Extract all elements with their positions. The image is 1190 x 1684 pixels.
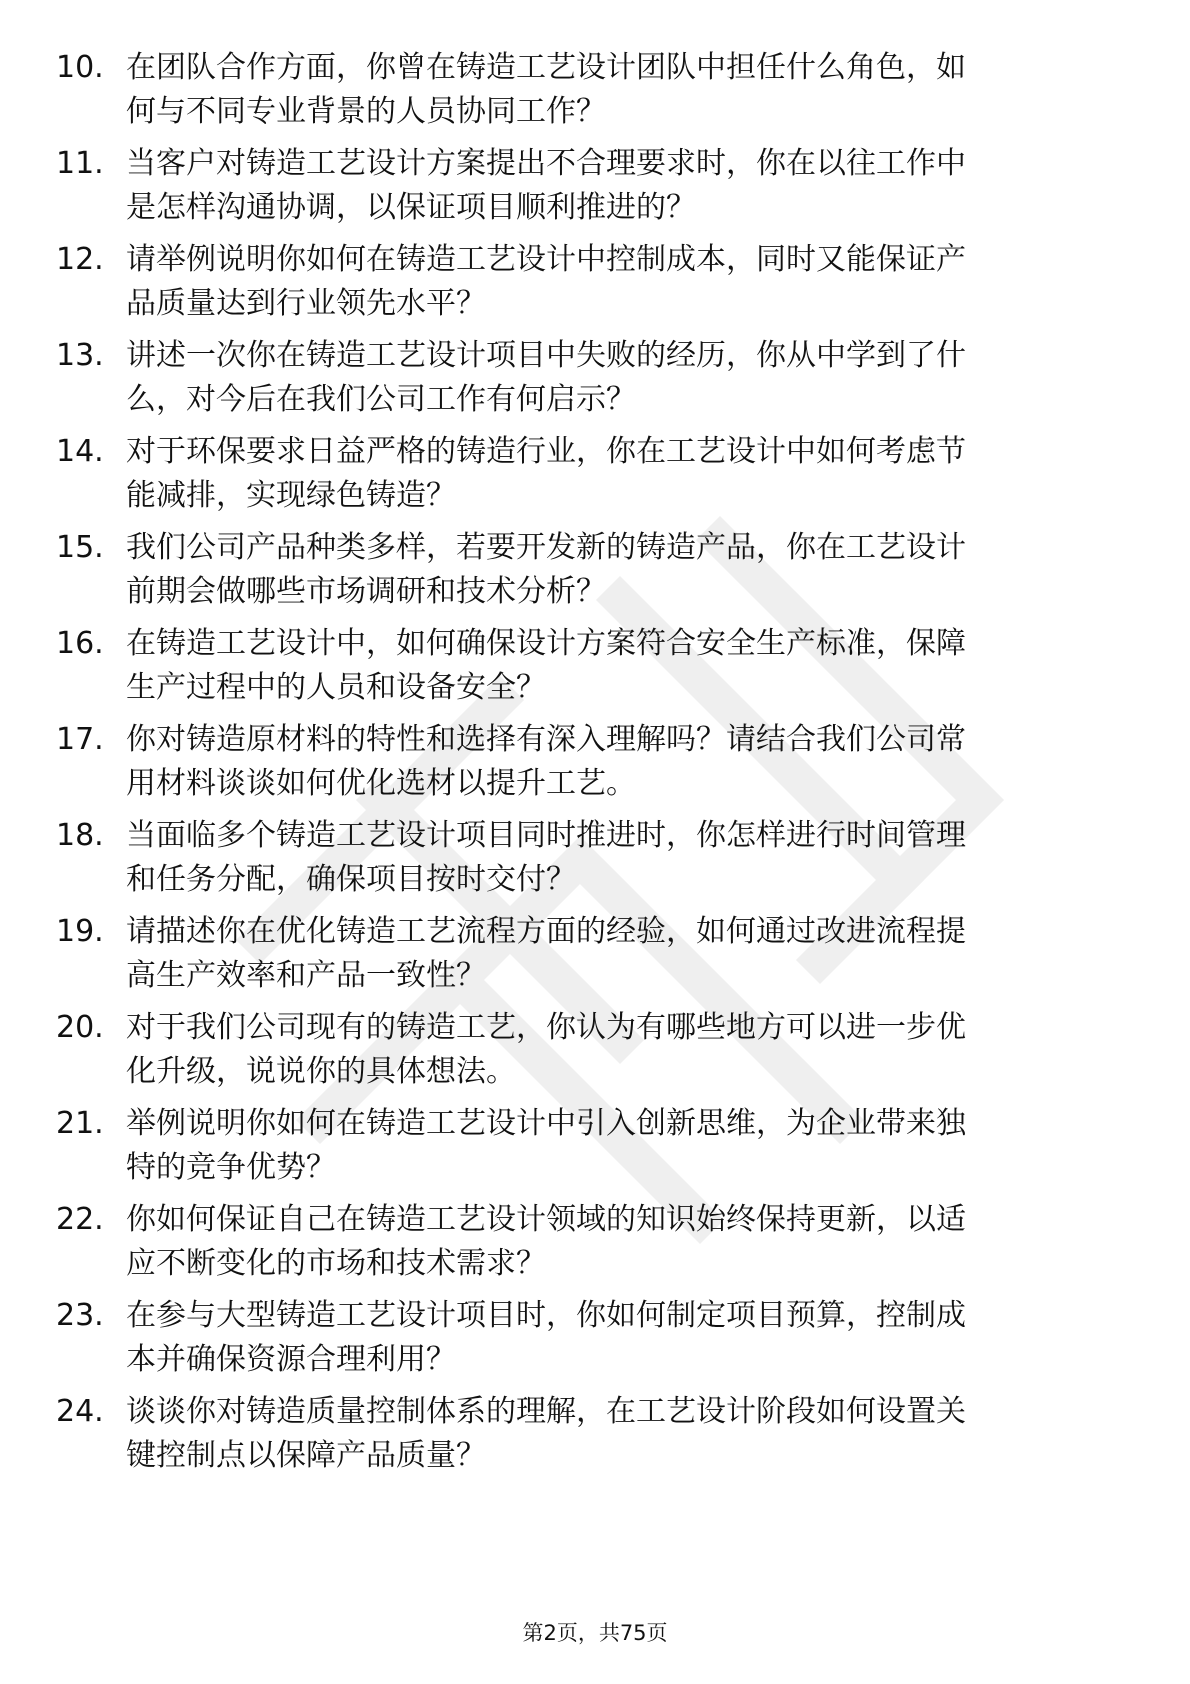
question-number: 19.: [56, 914, 104, 949]
list-item: [56, 718, 1136, 808]
question-line: 是怎样沟通协调，以保证项目顺利推进的？: [126, 190, 696, 225]
question-line: 和任务分配，确保项目按时交付？: [126, 862, 576, 897]
question-number: 17.: [56, 722, 104, 757]
question-number: 22.: [56, 1202, 104, 1237]
question-line: 特的竞争优势？: [126, 1150, 336, 1185]
question-line: 请举例说明你如何在铸造工艺设计中控制成本，同时又能保证产: [126, 242, 966, 277]
question-line: 在参与大型铸造工艺设计项目时，你如何制定项目预算，控制成: [126, 1298, 966, 1333]
question-text: [126, 718, 1136, 806]
question-line: 应不断变化的市场和技术需求？: [126, 1246, 546, 1281]
question-line: 对于我们公司现有的铸造工艺，你认为有哪些地方可以进一步优: [126, 1010, 966, 1045]
question-line: 讲述一次你在铸造工艺设计项目中失败的经历，你从中学到了什: [126, 338, 966, 373]
question-line: 当客户对铸造工艺设计方案提出不合理要求时，你在以往工作中: [126, 146, 966, 181]
question-text: [126, 1198, 1136, 1286]
list-item: [56, 526, 1136, 616]
question-text: [126, 1390, 1136, 1478]
question-text: [126, 1102, 1136, 1190]
question-line: 何与不同专业背景的人员协同工作？: [126, 94, 606, 129]
question-line: 化升级，说说你的具体想法。: [126, 1054, 516, 1089]
question-line: 本并确保资源合理利用？: [126, 1342, 456, 1377]
question-text: [126, 430, 1136, 518]
list-item: [56, 1102, 1136, 1192]
list-item: [56, 1006, 1136, 1096]
question-number: 21.: [56, 1106, 104, 1141]
question-number: 24.: [56, 1394, 104, 1429]
question-line: 我们公司产品种类多样，若要开发新的铸造产品，你在工艺设计: [126, 530, 966, 565]
list-item: [56, 334, 1136, 424]
list-item: [56, 430, 1136, 520]
question-text: [126, 814, 1136, 902]
list-item: [56, 238, 1136, 328]
list-item: [56, 910, 1136, 1000]
question-line: 品质量达到行业领先水平？: [126, 286, 486, 321]
question-number: 13.: [56, 338, 104, 373]
question-line: 当面临多个铸造工艺设计项目同时推进时，你怎样进行时间管理: [126, 818, 966, 853]
question-number: 12.: [56, 242, 104, 277]
question-text: [126, 910, 1136, 998]
question-line: 你对铸造原材料的特性和选择有深入理解吗？请结合我们公司常: [126, 722, 966, 757]
question-text: [126, 142, 1136, 230]
list-item: [56, 1198, 1136, 1288]
question-number: 10.: [56, 50, 104, 85]
question-line: 键控制点以保障产品质量？: [126, 1438, 486, 1473]
question-line: 对于环保要求日益严格的铸造行业，你在工艺设计中如何考虑节: [126, 434, 966, 469]
question-text: [126, 1294, 1136, 1382]
question-text: [126, 238, 1136, 326]
question-text: [126, 334, 1136, 422]
question-number: 15.: [56, 530, 104, 565]
question-number: 20.: [56, 1010, 104, 1045]
list-item: [56, 1390, 1136, 1480]
question-number: 11.: [56, 146, 104, 181]
question-number: 18.: [56, 818, 104, 853]
question-line: 谈谈你对铸造质量控制体系的理解，在工艺设计阶段如何设置关: [126, 1394, 966, 1429]
question-text: [126, 46, 1136, 134]
question-number: 16.: [56, 626, 104, 661]
question-line: 生产过程中的人员和设备安全？: [126, 670, 546, 705]
list-item: [56, 46, 1136, 136]
list-item: [56, 814, 1136, 904]
question-text: [126, 1006, 1136, 1094]
page-number-label: 第2页，共75页: [522, 1621, 668, 1645]
question-line: 么，对今后在我们公司工作有何启示？: [126, 382, 636, 417]
page-footer: [0, 1618, 1190, 1648]
question-line: 举例说明你如何在铸造工艺设计中引入创新思维，为企业带来独: [126, 1106, 966, 1141]
question-line: 前期会做哪些市场调研和技术分析？: [126, 574, 606, 609]
question-text: [126, 526, 1136, 614]
question-line: 能减排，实现绿色铸造？: [126, 478, 456, 513]
question-text: [126, 622, 1136, 710]
question-number: 23.: [56, 1298, 104, 1333]
question-line: 用材料谈谈如何优化选材以提升工艺。: [126, 766, 636, 801]
question-line: 在团队合作方面，你曾在铸造工艺设计团队中担任什么角色，如: [126, 50, 966, 85]
list-item: [56, 622, 1136, 712]
question-line: 在铸造工艺设计中，如何确保设计方案符合安全生产标准，保障: [126, 626, 966, 661]
list-item: [56, 142, 1136, 232]
question-line: 你如何保证自己在铸造工艺设计领域的知识始终保持更新，以适: [126, 1202, 966, 1237]
question-number: 14.: [56, 434, 104, 469]
question-line: 请描述你在优化铸造工艺流程方面的经验，如何通过改进流程提: [126, 914, 966, 949]
question-line: 高生产效率和产品一致性？: [126, 958, 486, 993]
list-item: [56, 1294, 1136, 1384]
